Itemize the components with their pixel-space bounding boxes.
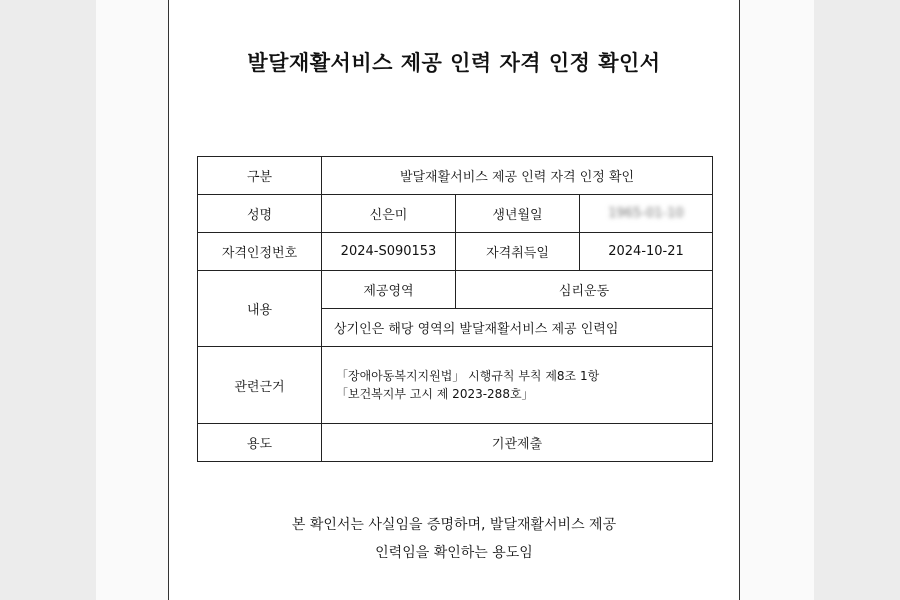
birthdate-redacted: 1965-01-10 [608, 206, 684, 221]
closing-statement [169, 511, 739, 567]
document-title: 발달재활서비스 제공 인력 자격 인정 확인서 [247, 51, 661, 75]
area-label: 제공영역 [322, 271, 456, 309]
name-value: 신은미 [322, 195, 456, 233]
birthdate-label: 생년월일 [456, 195, 580, 233]
cert-number-label: 자격인정번호 [198, 233, 322, 271]
content-statement: 상기인은 해당 영역의 발달재활서비스 제공 인력임 [322, 309, 713, 347]
certificate-table [197, 156, 713, 462]
cert-number-value: 2024-S090153 [322, 233, 456, 271]
category-label: 구분 [198, 157, 322, 195]
basis-line-2: 「보건복지부 고시 제 2023-288호」 [336, 387, 534, 401]
table-row-name [198, 195, 713, 233]
certificate-document [168, 0, 740, 600]
basis-value [322, 347, 713, 424]
closing-line-2: 인력임을 확인하는 용도임 [375, 545, 533, 561]
table-row-category [198, 157, 713, 195]
table-row-purpose [198, 424, 713, 462]
table-row-cert-number [198, 233, 713, 271]
content-label: 내용 [198, 271, 322, 347]
basis-line-1: 「장애아동복지지원법」 시행규칙 부칙 제8조 1항 [336, 369, 600, 383]
table-row-basis [198, 347, 713, 424]
closing-line-1: 본 확인서는 사실임을 증명하며, 발달재활서비스 제공 [291, 517, 617, 533]
acquired-date-value: 2024-10-21 [580, 233, 713, 271]
birthdate-value [580, 195, 713, 233]
purpose-label: 용도 [198, 424, 322, 462]
purpose-value: 기관제출 [322, 424, 713, 462]
area-value: 심리운동 [456, 271, 713, 309]
name-label: 성명 [198, 195, 322, 233]
category-value: 발달재활서비스 제공 인력 자격 인정 확인 [322, 157, 713, 195]
acquired-date-label: 자격취득일 [456, 233, 580, 271]
basis-label: 관련근거 [198, 347, 322, 424]
table-row-content-area [198, 271, 713, 309]
